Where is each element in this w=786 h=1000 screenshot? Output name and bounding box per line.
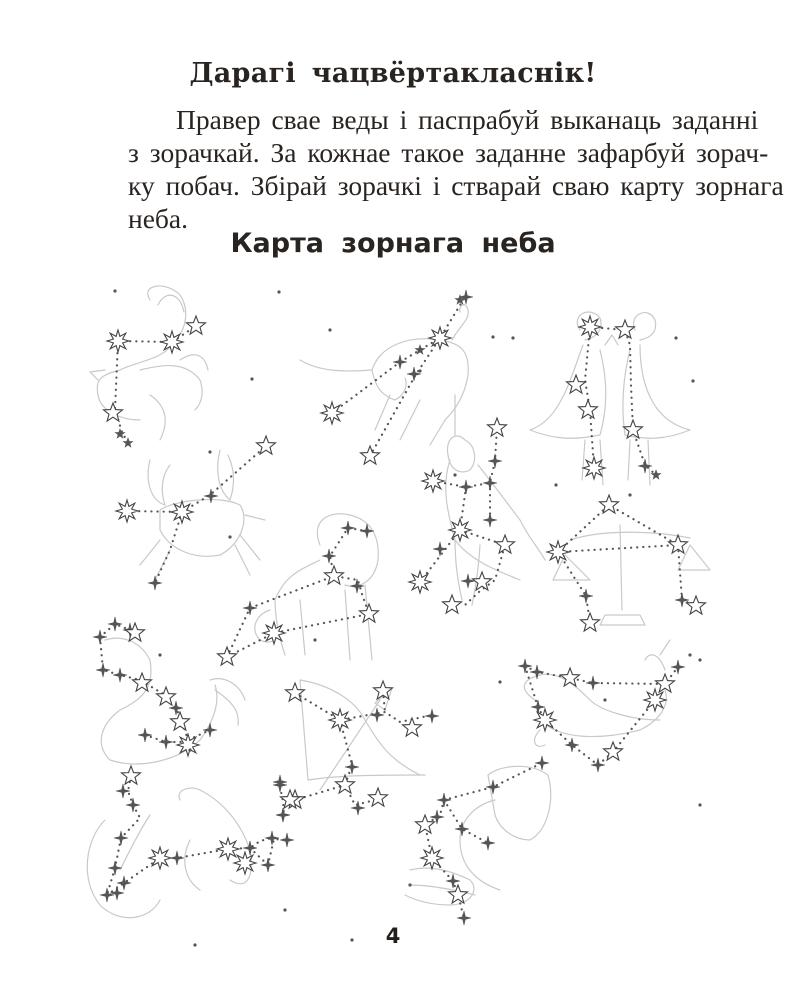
figure-outline	[540, 690, 666, 737]
constellation-taurus	[300, 290, 473, 464]
dotted-link	[558, 552, 590, 623]
star-outline-icon	[421, 847, 443, 869]
tiny-star-dot	[188, 748, 191, 751]
star-outline-icon	[409, 571, 431, 593]
star-outline-icon	[449, 519, 471, 541]
figure-outline	[185, 840, 200, 890]
star-outline-icon	[581, 613, 600, 631]
constellation-sagittarius	[273, 680, 439, 822]
tiny-star-dot	[691, 379, 694, 382]
star-outline-icon	[157, 687, 176, 705]
dotted-link	[100, 637, 210, 740]
constellation-capricorn	[90, 286, 208, 447]
intro-line: неба.	[128, 203, 188, 234]
star-outline-icon	[171, 501, 193, 523]
star-outline-icon	[496, 535, 515, 553]
star-outline-icon	[161, 331, 183, 353]
star-filled-icon	[455, 822, 469, 836]
star-outline-icon	[234, 852, 256, 874]
figure-outline	[405, 868, 474, 905]
star-filled-icon	[100, 888, 114, 902]
star-filled-icon	[370, 708, 384, 722]
star-outline-icon	[547, 541, 569, 563]
star-filled-icon	[243, 601, 257, 615]
tiny-star-dot	[277, 290, 280, 293]
star-outline-icon	[579, 400, 598, 418]
figure-outline	[97, 340, 175, 420]
star-filled-icon	[586, 676, 600, 690]
tiny-star-dot	[418, 369, 421, 372]
star-outline-icon	[616, 320, 635, 338]
star-filled-icon	[461, 574, 475, 588]
star-outline-icon	[149, 847, 171, 869]
star-outline-icon	[325, 566, 344, 584]
constellation-aquarius	[405, 756, 551, 925]
star-filled-icon	[518, 659, 532, 673]
star-filled-icon	[273, 775, 287, 789]
constellation-libra	[547, 495, 710, 631]
star-filled-icon	[117, 876, 131, 890]
star-outline-icon	[360, 604, 379, 622]
star-filled-icon	[488, 454, 502, 468]
figure-outline	[120, 815, 150, 870]
tiny-star-dot	[328, 328, 331, 331]
star-outline-icon	[422, 470, 444, 492]
intro-line: Правер свае веды і паспрабуй выканаць заданні	[176, 104, 759, 135]
star-filled-icon	[138, 728, 152, 742]
figure-outline	[645, 640, 670, 670]
star-filled-icon	[159, 735, 173, 749]
constellation-cancer	[116, 436, 276, 590]
figure-outline	[90, 370, 105, 380]
tiny-star-dot	[313, 638, 316, 641]
star-outline-icon	[488, 418, 507, 436]
constellation-pisces	[87, 766, 299, 918]
star-filled-icon	[110, 886, 124, 900]
figure-outline	[447, 436, 474, 472]
star-outline-icon	[133, 673, 152, 691]
constellation-virgo	[409, 418, 545, 613]
star-outline-icon	[218, 647, 237, 665]
star-filled-icon	[531, 700, 545, 714]
figure-outline	[148, 460, 170, 505]
star-filled-icon	[675, 593, 689, 607]
tiny-star-dot	[208, 450, 211, 453]
star-outline-icon	[429, 327, 451, 349]
star-filled-icon	[345, 760, 359, 774]
star-outline-icon	[443, 595, 462, 613]
star-filled-icon	[457, 911, 471, 925]
star-filled-icon	[425, 709, 439, 723]
figure-outline	[455, 540, 480, 605]
figure-outline	[150, 395, 165, 440]
figure-outline	[275, 560, 372, 660]
tiny-star-dot	[158, 653, 161, 656]
star-filled-icon	[114, 831, 128, 845]
figure-outline	[87, 820, 160, 918]
tiny-star-dot	[283, 908, 286, 911]
intro-line: з зорачкай. За кожнае такое заданне зафарбуй зорач-	[128, 137, 769, 168]
tiny-star-dot	[628, 493, 631, 496]
star-filled-icon	[350, 579, 364, 593]
tiny-star-dot	[554, 483, 557, 486]
star-outline-icon	[416, 815, 435, 833]
star-filled-icon	[108, 861, 122, 875]
star-map-title: Карта зорнага неба	[230, 228, 556, 259]
tiny-star-dot	[498, 680, 501, 683]
figure-outline	[634, 313, 656, 340]
figure-outline	[300, 680, 425, 780]
tiny-star-dot	[453, 473, 456, 476]
dotted-link	[444, 800, 488, 843]
figure-outline	[218, 450, 234, 500]
dotted-link	[115, 341, 128, 443]
star-filled-icon	[483, 513, 497, 527]
star-filled-icon	[123, 438, 133, 447]
star-outline-icon	[369, 788, 388, 806]
star-outline-icon	[449, 885, 468, 903]
figure-outline	[148, 286, 186, 340]
star-filled-icon	[276, 808, 290, 822]
tiny-star-dot	[674, 336, 677, 339]
star-filled-icon	[126, 798, 140, 812]
tiny-star-dot	[208, 494, 211, 497]
dotted-link	[558, 545, 678, 552]
dotted-link	[678, 545, 696, 606]
figure-outline	[600, 525, 645, 625]
tiny-star-dot	[113, 289, 116, 292]
figure-outline	[158, 295, 184, 312]
star-outline-icon	[116, 500, 138, 522]
star-filled-icon	[481, 836, 495, 850]
figure-outline	[140, 515, 265, 580]
star-filled-icon	[483, 476, 497, 490]
constellation-aries	[518, 640, 685, 772]
star-filled-icon	[113, 668, 127, 682]
dotted-link	[525, 666, 678, 684]
star-filled-icon	[671, 660, 685, 674]
figure-outline	[605, 335, 618, 345]
star-filled-icon	[341, 521, 355, 535]
constellation-gemini	[530, 312, 690, 485]
star-outline-icon	[579, 316, 601, 338]
star-filled-icon	[148, 576, 162, 590]
star-outline-icon	[534, 709, 556, 731]
figure-outline	[160, 500, 244, 557]
star-outline-icon	[171, 712, 190, 730]
figure-outline	[570, 532, 690, 540]
dotted-link	[227, 576, 369, 657]
star-filled-icon	[115, 429, 125, 438]
star-filled-icon	[535, 756, 549, 770]
tiny-star-dot	[491, 335, 494, 338]
star-filled-icon	[486, 780, 500, 794]
star-filled-icon	[360, 524, 374, 538]
star-filled-icon	[170, 851, 184, 865]
star-filled-icon	[116, 784, 130, 798]
tiny-star-dot	[698, 803, 701, 806]
star-filled-icon	[393, 355, 407, 369]
figure-outline	[372, 370, 406, 400]
figure-outline	[535, 730, 545, 746]
star-outline-icon	[187, 316, 206, 334]
figure-outline	[478, 465, 545, 560]
dotted-link	[118, 326, 196, 342]
star-outline-icon	[567, 375, 586, 393]
star-filled-icon	[322, 549, 336, 563]
page-number: 4	[385, 924, 401, 948]
star-filled-icon	[579, 589, 593, 603]
figure-outline	[300, 360, 372, 371]
tiny-star-dot	[511, 336, 514, 339]
dotted-link	[332, 297, 465, 413]
star-outline-icon	[604, 742, 623, 760]
star-filled-icon	[407, 367, 421, 381]
star-filled-icon	[265, 831, 279, 845]
tiny-star-dot	[228, 535, 231, 538]
star-filled-icon	[530, 665, 544, 679]
star-filled-icon	[437, 793, 451, 807]
greeting-heading: Дарагі чацвёртакласнік!	[189, 58, 597, 89]
star-filled-icon	[96, 663, 110, 677]
star-filled-icon	[459, 480, 473, 494]
figure-outline	[446, 460, 520, 580]
star-outline-icon	[583, 457, 605, 479]
tiny-star-dot	[408, 883, 411, 886]
figure-outline	[140, 366, 202, 410]
figure-outline	[300, 680, 420, 775]
star-outline-icon	[104, 403, 123, 421]
star-outline-icon	[177, 734, 199, 756]
star-outline-icon	[122, 766, 141, 784]
star-outline-icon	[336, 775, 355, 793]
tiny-star-dot	[698, 658, 701, 661]
star-outline-icon	[644, 689, 666, 711]
tiny-star-dot	[688, 653, 691, 656]
dotted-link	[585, 327, 594, 468]
star-filled-icon	[280, 833, 294, 847]
tiny-star-dot	[250, 377, 253, 380]
star-outline-icon	[263, 622, 285, 644]
star-outline-icon	[107, 330, 129, 352]
figure-outline	[460, 800, 500, 890]
star-filled-icon	[565, 738, 579, 752]
figure-outline	[375, 395, 455, 445]
intro-line: ку побач. Збірай зорачкі і стварай сваю карту зорнага	[128, 170, 784, 201]
star-outline-icon	[321, 402, 343, 424]
dotted-link	[558, 505, 678, 552]
tiny-star-dot	[603, 698, 606, 701]
star-outline-icon	[126, 623, 145, 641]
figure-outline	[488, 766, 551, 840]
star-outline-icon	[361, 446, 380, 464]
star-outline-icon	[329, 709, 351, 731]
constellation-scorpio	[93, 617, 245, 764]
star-filled-icon	[433, 542, 447, 556]
dotted-link	[433, 428, 497, 487]
figure-outline	[530, 345, 606, 438]
star-outline-icon	[687, 596, 706, 614]
star-outline-icon	[217, 838, 239, 860]
star-filled-icon	[203, 723, 217, 737]
figure-outline	[452, 305, 468, 340]
